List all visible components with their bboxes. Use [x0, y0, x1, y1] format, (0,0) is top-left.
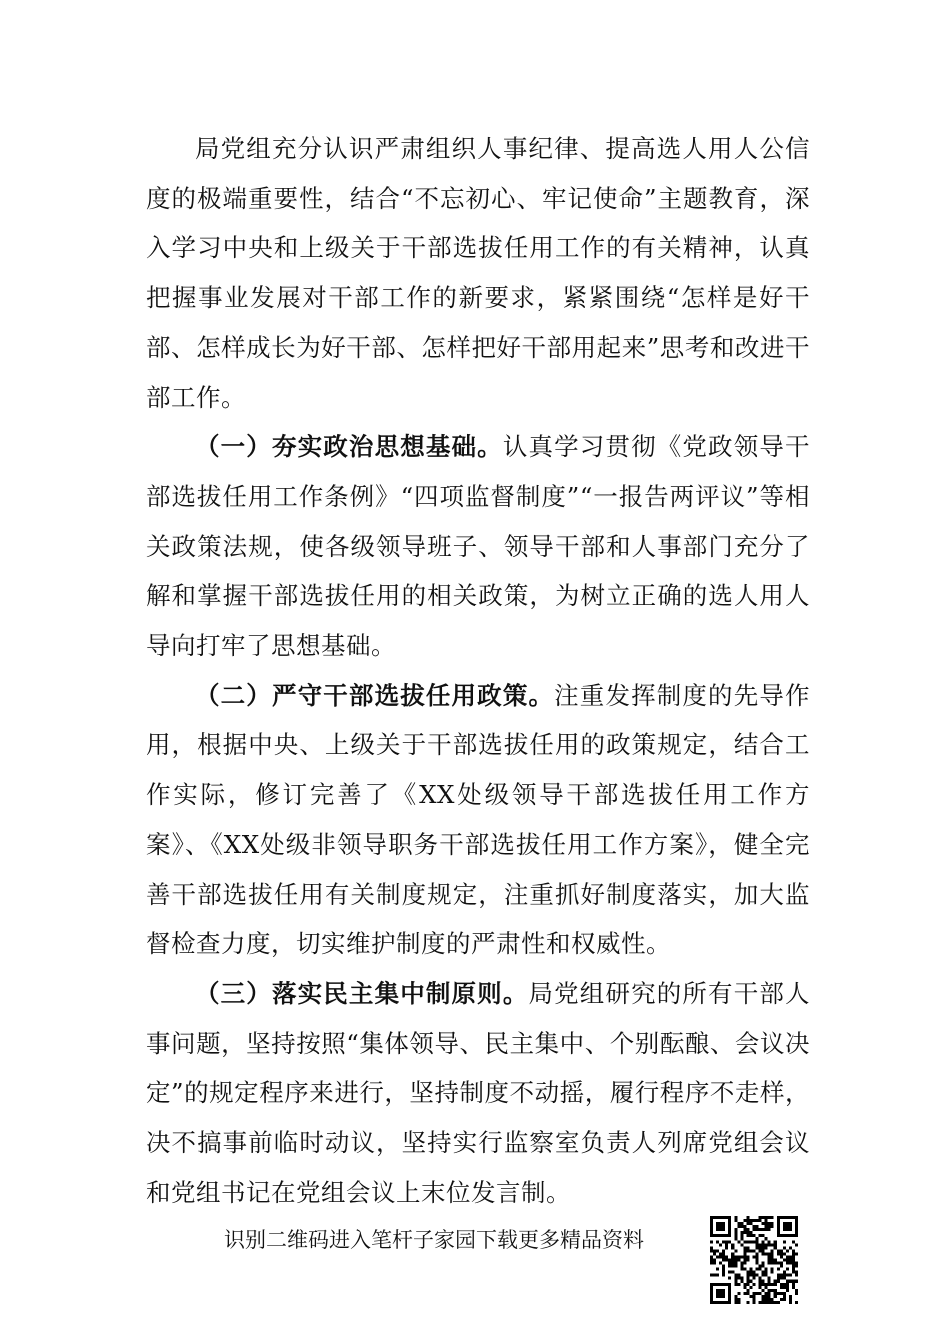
- section-heading-3: （三）落实民主集中制原则。: [195, 978, 529, 1008]
- section-heading-1: （一）夯实政治思想基础。: [195, 432, 503, 462]
- section-paragraph-3: [146, 969, 810, 1218]
- section-text-2: 注重发挥制度的先导作用，根据中央、上级关于干部选拔任用的政策规定，结合工作实际，修订完善了《XX处级领导干部选拔任用工作方案》、《XX处级非领导职务干部选拔任用工作方案》，健全完善干部选拔任用有关制度规定，注重抓好制度落实，加大监督检查力度，切实维护制度的严肃性和权威性。: [146, 680, 811, 959]
- section-paragraph-1: [146, 422, 810, 671]
- section-heading-2: （二）严守干部选拔任用政策。: [195, 680, 555, 710]
- intro-text: 局党组充分认识严肃组织人事纪律、提高选人用人公信度的极端重要性，结合“不忘初心、牢记使命”主题教育，深入学习中央和上级关于干部选拔任用工作的有关精神，认真把握事业发展对干部工作的新要求，紧紧围绕“怎样是好干部、怎样成长为好干部、怎样把好干部用起来”思考和改进干部工作。: [146, 134, 810, 412]
- qr-code-icon[interactable]: [710, 1216, 798, 1304]
- footer-promo-text: 识别二维码进入笔杆子家园下载更多精品资料: [224, 1228, 644, 1252]
- section-paragraph-2: [146, 671, 810, 969]
- document-body: [146, 124, 810, 1217]
- footer: [0, 1212, 950, 1312]
- section-text-3: 局党组研究的所有干部人事问题，坚持按照“集体领导、民主集中、个别酝酿、会议决定”的规定程序来进行，坚持制度不动摇，履行程序不走样，决不搞事前临时动议，坚持实行监察室负责人列席党组会议和党组书记在党组会议上末位发言制。: [146, 978, 811, 1207]
- section-text-1: 认真学习贯彻《党政领导干部选拔任用工作条例》“四项监督制度”“一报告两评议”等相关政策法规，使各级领导班子、领导干部和人事部门充分了解和掌握干部选拔任用的相关政策，为树立正确的选人用人导向打牢了思想基础。: [146, 432, 811, 661]
- intro-paragraph: [146, 124, 810, 422]
